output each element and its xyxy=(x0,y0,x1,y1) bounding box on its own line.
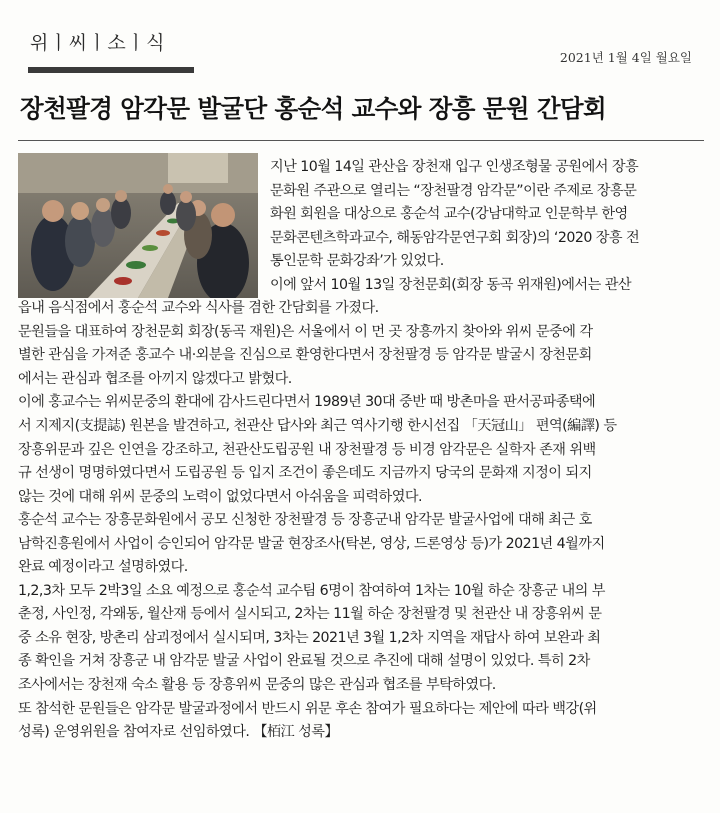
body-line: 않는 것에 대해 위씨 문중의 노력이 없었다면서 아쉬움을 피력하였다. xyxy=(18,488,422,505)
body-line: 이에 앞서 10월 13일 장천문회(회장 동곡 위재원)에서는 관산 xyxy=(270,276,632,293)
body-line: 홍순석 교수는 장흥문화원에서 공모 신청한 장천팔경 등 장흥군내 암각문 발굴사업에 대해 최근 호 xyxy=(18,512,592,529)
section-underline xyxy=(28,67,194,73)
body-line: 서 지제지(支提誌) 원본을 발견하고, 천관산 답사와 최근 역사기행 한시선집 「天冠山」 편역(編譯) 등 xyxy=(18,418,617,435)
body-line: 문화원 주관으로 열리는 “장천팔경 암각문”이란 주제로 장흥문 xyxy=(270,182,637,199)
body-line: 문원들을 대표하여 장천문회 회장(동곡 재원)은 서울에서 이 먼 곳 장흥까지 찾아와 위씨 문중에 각 xyxy=(18,323,593,340)
body-line: 조사에서는 장천재 숙소 활용 등 장흥위씨 문중의 많은 관심과 협조를 부탁하였다. xyxy=(18,677,496,694)
section-label: 위ㅣ씨ㅣ소ㅣ식 xyxy=(30,32,166,54)
body-line: 이에 홍교수는 위씨문중의 환대에 감사드린다면서 1989년 30대 중반 때 방촌마을 판서공파종택에 xyxy=(18,394,596,411)
body-line: 종 확인을 거쳐 장흥군 내 암각문 발굴 사업이 완료될 것으로 추진에 대해 설명이 있었다. 특히 2차 xyxy=(18,653,590,670)
body-line: 남학진흥원에서 사업이 승인되어 암각문 발굴 현장조사(탁본, 영상, 드론영상 등)가 2021년 4월까지 xyxy=(18,535,605,552)
body-line: 지난 10월 14일 관산읍 장천재 입구 인생조형물 공원에서 장흥 xyxy=(270,159,639,175)
body-line: 장흥위문과 깊은 인연을 강조하고, 천관산도립공원 내 장천팔경 등 비경 암각문은 실학자 존재 위백 xyxy=(18,441,596,458)
title-divider xyxy=(18,140,704,141)
body-line: 춘정, 사인정, 각왜동, 월산재 등에서 실시되고, 2차는 11월 하순 장천팔경 및 천관산 내 장흥위씨 문 xyxy=(18,606,602,623)
body-line: 완료 예정이라고 설명하였다. xyxy=(18,559,188,576)
body-line: 화원 회원을 대상으로 홍순석 교수(강남대학교 인문학부 한영 xyxy=(270,206,628,223)
body-line: 에서는 관심과 협조를 아끼지 않겠다고 밝혔다. xyxy=(18,370,292,387)
body-line: 문화콘텐츠학과교수, 해동암각문연구회 회장)의 ‘2020 장흥 전 xyxy=(270,229,640,246)
body-line: 1,2,3차 모두 2박3일 소요 예정으로 홍순석 교수팀 6명이 참여하여 1차는 10월 하순 장흥군 내의 부 xyxy=(18,582,605,599)
body-line: 통인문학 문화강좌’가 있었다. xyxy=(270,253,444,270)
body-line: 성록) 운영위원을 참여자로 선임하였다. 【栢江 성록】 xyxy=(18,724,339,741)
body-line: 읍내 음식점에서 홍순석 교수와 식사를 겸한 간담회를 가졌다. xyxy=(18,300,379,317)
body-line: 별한 관심을 가져준 홍교수 내·외분을 진심으로 환영한다면서 장천팔경 등 암각문 발굴시 장천문회 xyxy=(18,347,592,364)
article-title: 장천팔경 암각문 발굴단 홍순석 교수와 장흥 문원 간담회 xyxy=(20,94,607,123)
article-body xyxy=(18,156,706,745)
body-line: 중 소유 현장, 방촌리 삼괴정에서 실시되며, 3차는 2021년 3월 1,2차 지역을 재답사 하여 보완과 최 xyxy=(18,629,601,646)
body-line: 또 참석한 문원들은 암각문 발굴과정에서 반드시 위문 후손 참여가 필요하다는 제안에 따라 백강(위 xyxy=(18,700,597,717)
publication-date: 2021년 1월 4일 월요일 xyxy=(559,50,692,65)
body-line: 규 선생이 명명하였다면서 도립공원 등 입지 조건이 좋은데도 지금까지 당국의 문화재 지정이 되지 xyxy=(18,465,592,482)
